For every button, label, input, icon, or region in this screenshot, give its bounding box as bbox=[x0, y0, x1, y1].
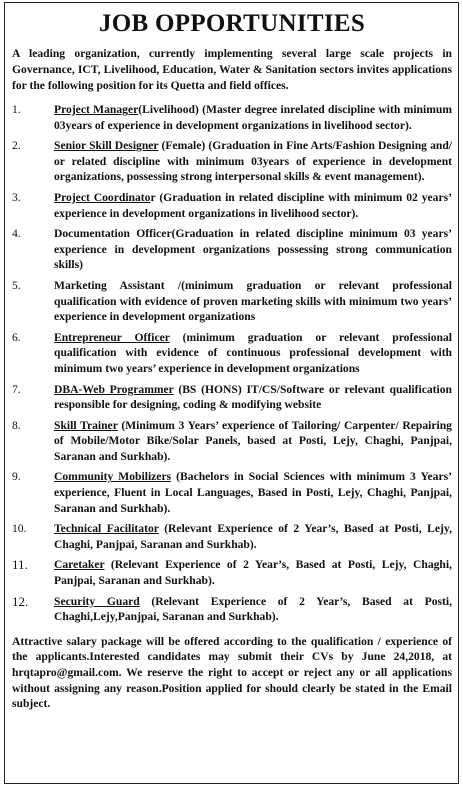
intro-paragraph: A leading organization, currently implementing several large scale projects in Governance, ICT, Livelihood, Education, Water & Sanitation sectors invites applications for the following position for its Quetta and field offices. bbox=[12, 47, 452, 92]
position-description: (Relevant Experience of 2 Year’s, Based at Posti, Lejy, Chaghi, Panjpai, Saranan and Surkhab). bbox=[54, 522, 452, 551]
position-number: 9. bbox=[12, 470, 21, 484]
position-number: 4. bbox=[12, 227, 21, 241]
position-title: DBA-Web Programmer bbox=[54, 382, 174, 396]
position-description: (BS (HONS) IT/CS/Software or relevant qualification responsible for designing, coding & modifying website bbox=[54, 382, 452, 412]
position-number: 1. bbox=[12, 103, 21, 116]
position-item bbox=[12, 138, 452, 185]
position-number: 7. bbox=[12, 382, 21, 396]
position-description: (Minimum 3 Years’ experience of Tailoring/ Carpenter/ Repairing of Mobile/Motor Bike/Solar Panels, based at Posti, Lejy, Chaghi, Panjpai, Saranan and Surkhab). bbox=[54, 418, 452, 463]
position-description: r (Graduation in related discipline with minimum 02 years’ experience in development organizations in livelihood sector). bbox=[54, 190, 452, 220]
positions-list bbox=[12, 102, 452, 625]
position-item bbox=[12, 102, 452, 133]
position-number: 8. bbox=[12, 418, 21, 432]
position-item bbox=[12, 521, 452, 552]
position-item bbox=[12, 469, 452, 516]
position-number: 6. bbox=[12, 330, 21, 344]
position-item bbox=[12, 557, 452, 588]
application-instructions: Attractive salary package will be offered according to the qualification / experience of the applicants.Interested candidates may submit their CVs by June 24,2018, at hrqtapro@gmail.com. We reserve the right to accept or reject any or all applications without assigning any reason.Position applied for should clearly be stated in the Email subject. bbox=[12, 634, 452, 711]
position-number: 3. bbox=[12, 190, 21, 204]
position-description: (Female) (Graduation in Fine Arts/Fashion Designing and/ or related discipline with minimum 03years of experience in development organizations, possessing strong interpersonal skills & event management). bbox=[54, 139, 453, 184]
position-item bbox=[12, 382, 452, 413]
position-title: Project Coordinato bbox=[54, 190, 151, 204]
position-item bbox=[12, 190, 452, 221]
position-title: Skill Trainer bbox=[54, 418, 118, 432]
position-item bbox=[12, 278, 452, 325]
position-description: (Relevant Experience of 2 Year’s, Based at Posti, Chaghi,Lejy,Panjpai, Saranan and Surkhab). bbox=[54, 594, 452, 624]
position-title: Senior Skill Designer bbox=[54, 139, 159, 153]
position-description: Documentation Officer(Graduation in related discipline minimum 03 years’ experience in development organizations possessing strong communication skills) bbox=[54, 227, 452, 272]
position-title: Community Mobilizers bbox=[54, 470, 172, 484]
position-item bbox=[12, 418, 452, 465]
job-advertisement bbox=[4, 2, 459, 784]
position-title: Technical Facilitator bbox=[54, 522, 159, 536]
position-description: (Relevant Experience of 2 Year’s, Based at Posti, Lejy, Chaghi, Panjpai, Saranan and Surkhab). bbox=[54, 558, 452, 588]
position-title: Security Guard bbox=[54, 594, 140, 608]
position-number: 10. bbox=[12, 522, 27, 536]
position-title: Entrepreneur Officer bbox=[54, 330, 170, 344]
position-description: (minimum graduation or relevant professional qualification with evidence of continuous professional development with minimum two years’ experience in development organizations bbox=[54, 330, 452, 375]
position-item bbox=[12, 330, 452, 377]
position-number: 12. bbox=[12, 593, 29, 609]
position-title: Project Manager bbox=[54, 103, 139, 116]
position-description: Marketing Assistant /(minimum graduation or relevant professional qualification with evidence of proven marketing skills with minimum two years’ experience in development organizations bbox=[54, 278, 452, 324]
position-number: 5. bbox=[12, 278, 21, 292]
position-item bbox=[12, 226, 452, 273]
position-item bbox=[12, 594, 452, 625]
position-number: 11. bbox=[12, 557, 28, 573]
page-title: JOB OPPORTUNITIES bbox=[98, 10, 366, 37]
position-title: Caretaker bbox=[54, 558, 105, 572]
position-number: 2. bbox=[12, 139, 21, 153]
position-description: (Bachelors in Social Sciences with minimum 3 Years’ experience, Fluent in Local Languages, Based in Posti, Lejy, Chaghi, Panjpai, Saranan and Surkhab). bbox=[54, 470, 452, 515]
position-description: (Livelihood) (Master degree inrelated discipline with minimum 03years of experience in development organizations in livelihood sector). bbox=[54, 103, 452, 132]
